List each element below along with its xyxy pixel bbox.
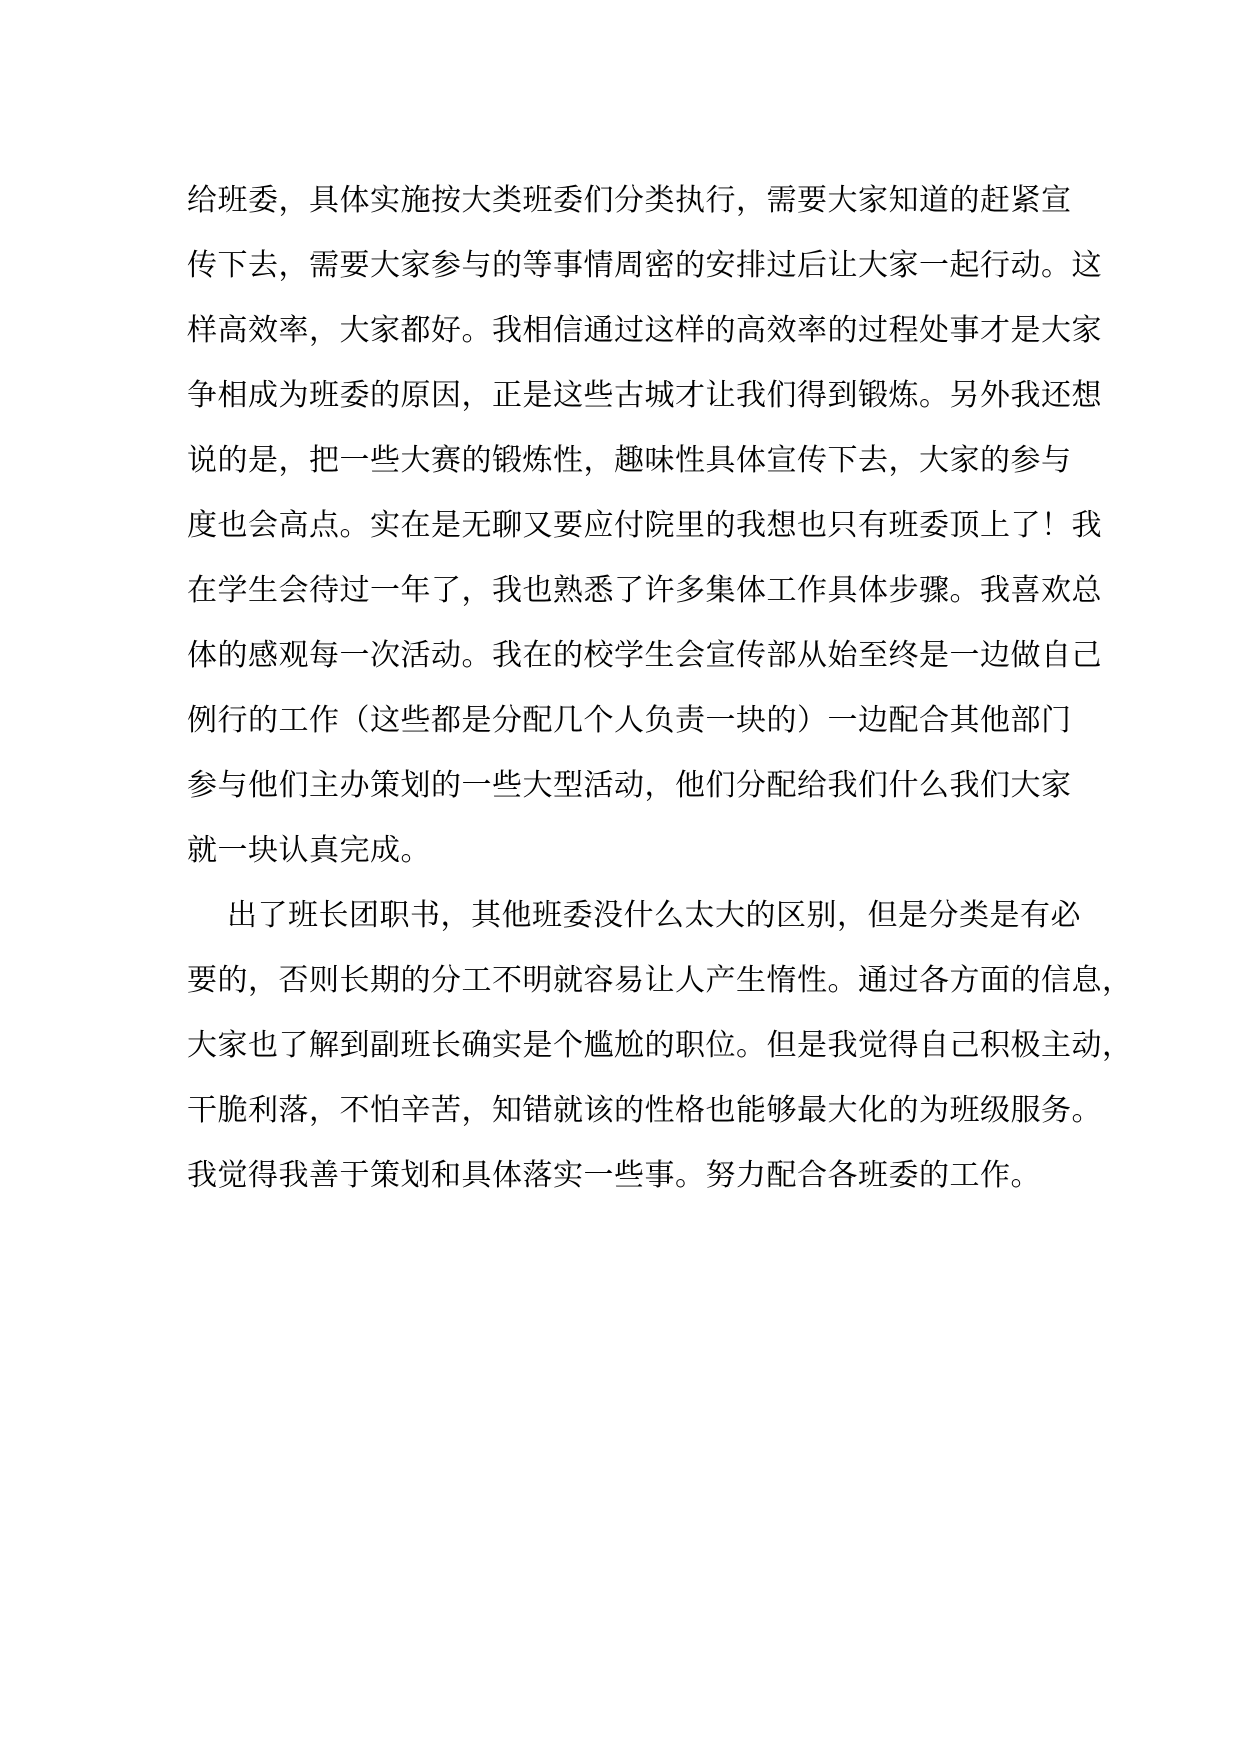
text-line: 传下去，需要大家参与的等事情周密的安排过后让大家一起行动。这: [187, 248, 1102, 283]
text-line: 出了班长团职书，其他班委没什么太大的区别，但是分类是有必: [227, 898, 1081, 933]
text-line: 干脆利落，不怕辛苦，知错就该的性格也能够最大化的为班级服务。: [187, 1093, 1102, 1128]
text-line: 争相成为班委的原因，正是这些古城才让我们得到锻炼。另外我还想: [187, 378, 1102, 413]
text-line: 体的感观每一次活动。我在的校学生会宣传部从始至终是一边做自己: [187, 638, 1102, 673]
text-line: 说的是，把一些大赛的锻炼性，趣味性具体宣传下去，大家的参与: [187, 443, 1072, 478]
text-line: 样高效率，大家都好。我相信通过这样的高效率的过程处事才是大家: [187, 313, 1102, 348]
text-line: 例行的工作（这些都是分配几个人负责一块的）一边配合其他部门: [187, 703, 1072, 738]
text-line: 要的，否则长期的分工不明就容易让人产生惰性。通过各方面的信息，: [187, 963, 1133, 998]
text-line: 度也会高点。实在是无聊又要应付院里的我想也只有班委顶上了！我: [187, 508, 1102, 543]
paragraph-2: [187, 883, 1133, 1208]
text-line: 就一块认真完成。: [187, 833, 431, 868]
text-line: 给班委，具体实施按大类班委们分类执行，需要大家知道的赶紧宣: [187, 183, 1072, 218]
text-line: 大家也了解到副班长确实是个尴尬的职位。但是我觉得自己积极主动，: [187, 1028, 1133, 1063]
text-line: 我觉得我善于策划和具体落实一些事。努力配合各班委的工作。: [187, 1158, 1041, 1193]
paragraph-1: [187, 168, 1102, 883]
text-line: 在学生会待过一年了，我也熟悉了许多集体工作具体步骤。我喜欢总: [187, 573, 1102, 608]
body-text: [187, 168, 1133, 1208]
text-line: 参与他们主办策划的一些大型活动，他们分配给我们什么我们大家: [187, 768, 1072, 803]
